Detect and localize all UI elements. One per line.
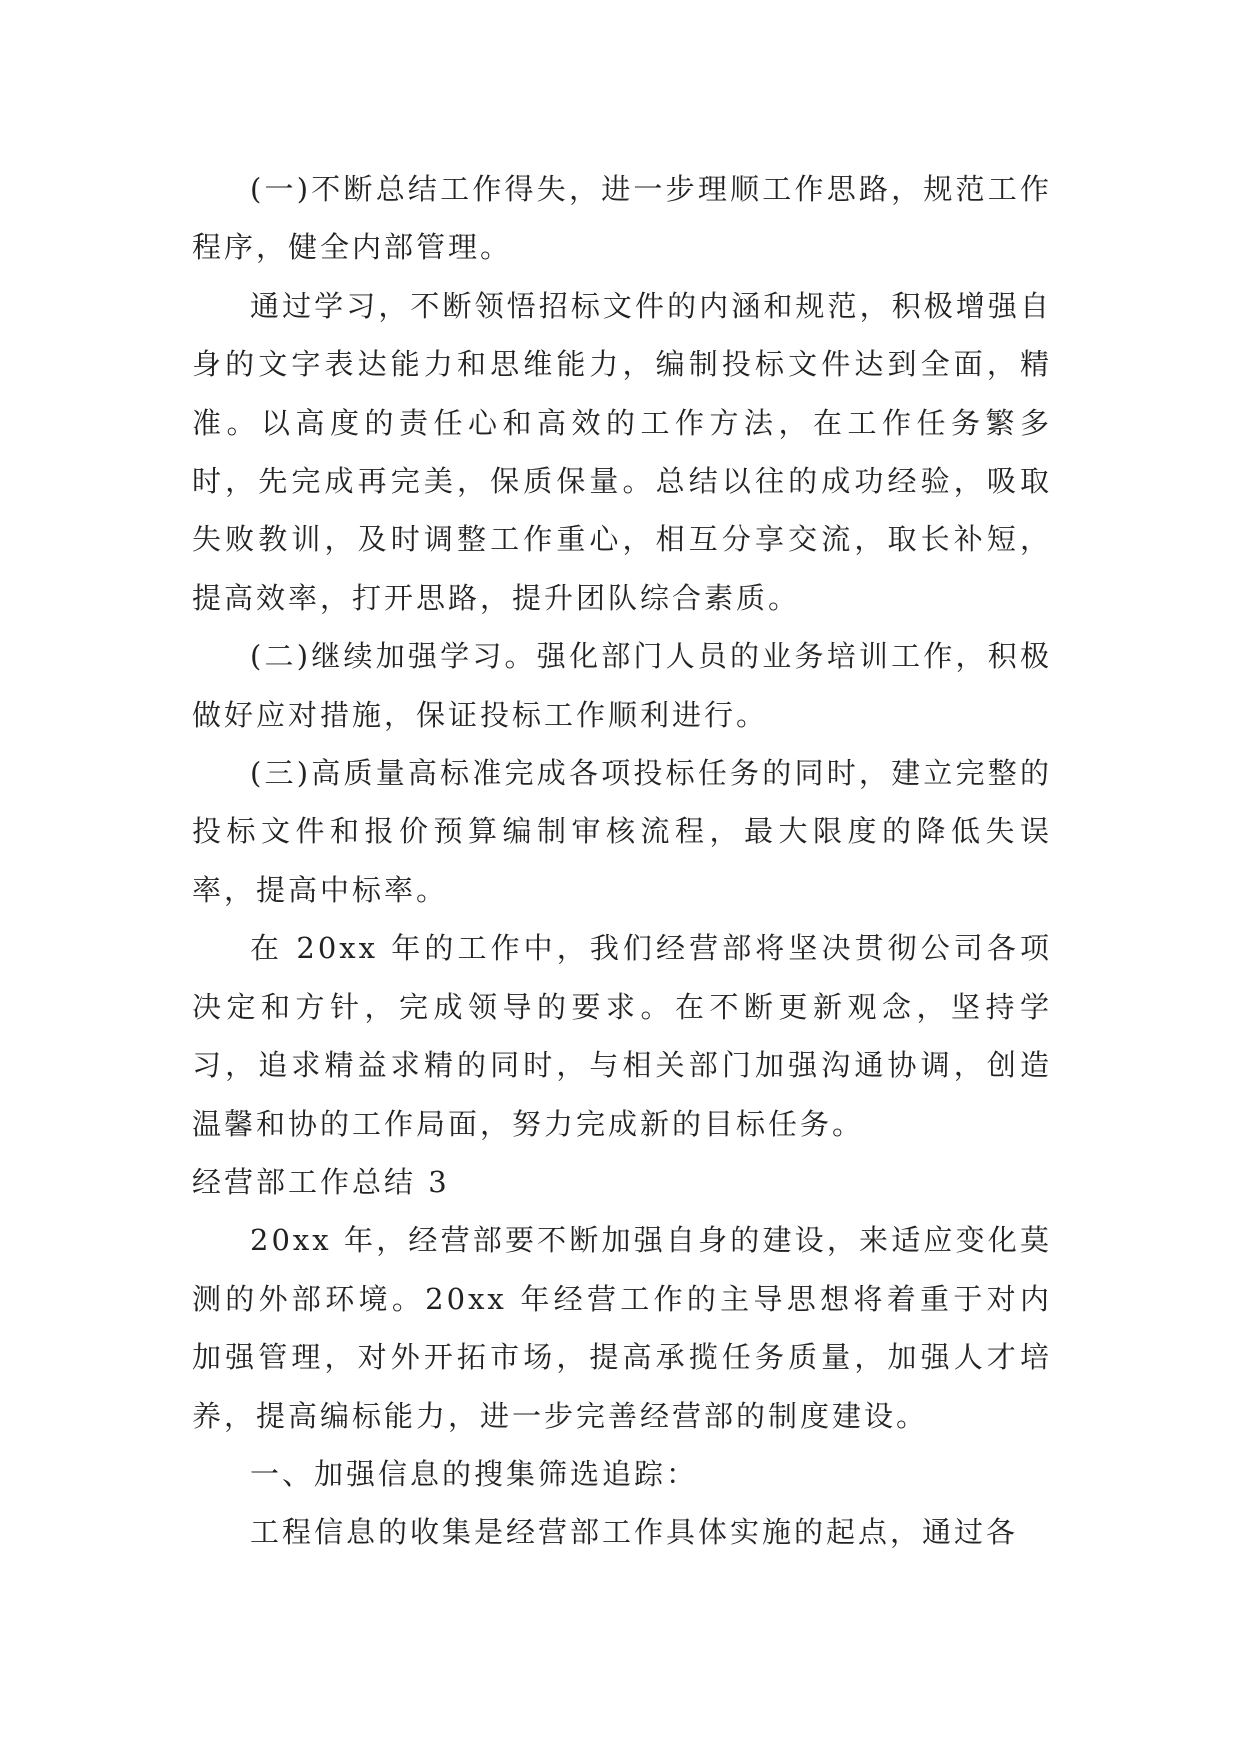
paragraph-4: (三)高质量高标准完成各项投标任务的同时，建立完整的投标文件和报价预算编制审核流程，最大限度的降低失误率，提高中标率。 <box>192 756 1052 907</box>
section-heading: 经营部工作总结 3 <box>192 1164 450 1199</box>
section-paragraph-3: 工程信息的收集是经营部工作具体实施的起点，通过各 <box>250 1515 1019 1550</box>
paragraph-2: 通过学习，不断领悟招标文件的内涵和规范，积极增强自身的文字表达能力和思维能力，编制投标文件达到全面，精准。以高度的责任心和高效的工作方法，在工作任务繁多时，先完成再完美，保质保量。总结以往的成功经验，吸取失败教训，及时调整工作重心，相互分享交流，取长补短，提高效率，打开思路，提升团队综合素质。 <box>192 288 1052 615</box>
paragraph-1: (一)不断总结工作得失，进一步理顺工作思路，规范工作程序，健全内部管理。 <box>192 172 1052 265</box>
paragraph-5: 在 20xx 年的工作中，我们经营部将坚决贯彻公司各项决定和方针，完成领导的要求。在不断更新观念，坚持学习，追求精益求精的同时，与相关部门加强沟通协调，创造温馨和协的工作局面，努力完成新的目标任务。 <box>192 931 1052 1141</box>
section-paragraph-1: 20xx 年，经营部要不断加强自身的建设，来适应变化莫测的外部环境。20xx 年经营工作的主导思想将着重于对内加强管理，对外开拓市场，提高承揽任务质量，加强人才培养，提高编标能力，进一步完善经营部的制度建设。 <box>192 1223 1052 1433</box>
section-paragraph-2: 一、加强信息的搜集筛选追踪： <box>250 1456 699 1491</box>
document-body <box>192 160 1052 1562</box>
paragraph-3: (二)继续加强学习。强化部门人员的业务培训工作，积极做好应对措施，保证投标工作顺利进行。 <box>192 639 1052 732</box>
